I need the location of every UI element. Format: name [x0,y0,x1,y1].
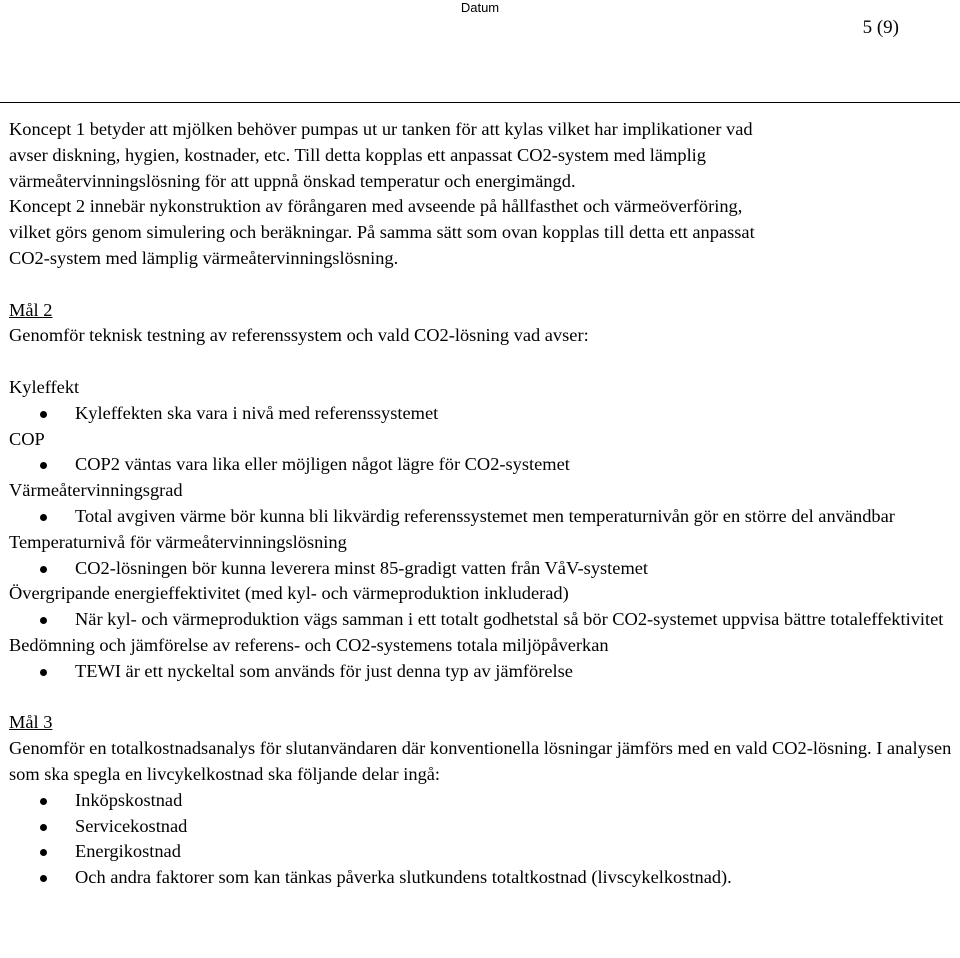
bullet-text: Energikostnad [75,841,181,862]
spacer [9,272,954,298]
bullet-icon [40,514,47,521]
section-title: Temperaturnivå för värmeåtervinningslösning [9,531,347,552]
bullet-list [9,788,954,891]
document-content [9,117,954,891]
section-title: Bedömning och jämförelse av referens- och CO2-systemens totala miljöpåverkan [9,634,609,655]
spacer [9,685,954,711]
bullet-item [9,452,954,478]
bullet-list [9,659,954,685]
bullet-icon [40,824,47,831]
bullet-icon [40,617,47,624]
intro-line: CO2-system med lämplig värmeåtervinningslösning. [9,247,399,268]
document-body [0,102,960,958]
bullet-icon [40,411,47,418]
goal-2-heading: Mål 2 [9,299,53,320]
bullet-text: Inköpskostnad [75,789,183,810]
bullet-list [9,607,954,633]
bullet-item [9,556,954,582]
bullet-icon [40,566,47,573]
bullet-list [9,556,954,582]
bullet-icon [40,669,47,676]
bullet-text: Total avgiven värme bör kunna bli likvärdig referenssystemet men temperaturnivån gör en större del användbar [75,505,895,526]
section-title: Kyleffekt [9,376,80,397]
intro-line: värmeåtervinningslösning för att uppnå önskad temperatur och energimängd. [9,170,576,191]
bullet-item [9,504,954,530]
bullet-item [9,401,954,427]
bullet-item [9,659,954,685]
bullet-text: COP2 väntas vara lika eller möjligen något lägre för CO2-systemet [75,454,570,475]
goal-3-heading: Mål 3 [9,712,53,733]
bullet-text: När kyl- och värmeproduktion vägs samman i ett totalt godhetstal så bör CO2-systemet uppvisa bättre totaleffektivitet [75,609,944,630]
intro-line: vilket görs genom simulering och beräkningar. På samma sätt som ovan kopplas till detta ett anpassat [9,222,755,243]
header-date-label: Datum [460,0,500,15]
page-number: 5 (9) [862,17,899,38]
section-title: Värmeåtervinningsgrad [9,480,183,501]
spacer [9,349,954,375]
intro-line: avser diskning, hygien, kostnader, etc. Till detta kopplas ett anpassat CO2-system med lämplig [9,144,706,165]
bullet-text: Kyleffekten ska vara i nivå med referenssystemet [75,402,439,423]
bullet-item [9,839,954,865]
bullet-text: CO2-lösningen bör kunna leverera minst 85-gradigt vatten från VåV-systemet [75,557,649,578]
bullet-icon [40,798,47,805]
section-title: Övergripande energieffektivitet (med kyl- och värmeproduktion inkluderad) [9,583,569,604]
bullet-item [9,814,954,840]
intro-line: Koncept 1 betyder att mjölken behöver pumpas ut ur tanken för att kylas vilket har implikationer vad [9,119,753,139]
bullet-text: Servicekostnad [75,815,188,836]
bullet-item [9,865,954,891]
bullet-list [9,452,954,478]
section-title: COP [9,428,45,449]
bullet-list [9,504,954,530]
bullet-list [9,401,954,427]
bullet-icon [40,849,47,856]
intro-line: Koncept 2 innebär nykonstruktion av förångaren med avseende på hållfasthet och värmeöverföring, [9,196,743,217]
bullet-icon [40,462,47,469]
bullet-text: TEWI är ett nyckeltal som används för just denna typ av jämförelse [75,660,573,681]
bullet-icon [40,875,47,882]
goal-3-intro: Genomför en totalkostnadsanalys för slutanvändaren där konventionella lösningar jämförs med en vald CO2-lösning. I analysen som ska spegla en livcykelkostnad ska följande delar ingå: [9,738,952,784]
goal-2-intro: Genomför teknisk testning av referenssystem och vald CO2-lösning vad avser: [9,325,589,346]
bullet-item [9,788,954,814]
bullet-text: Och andra faktorer som kan tänkas påverka slutkundens totaltkostnad (livscykelkostnad). [75,867,732,888]
bullet-item [9,607,954,633]
